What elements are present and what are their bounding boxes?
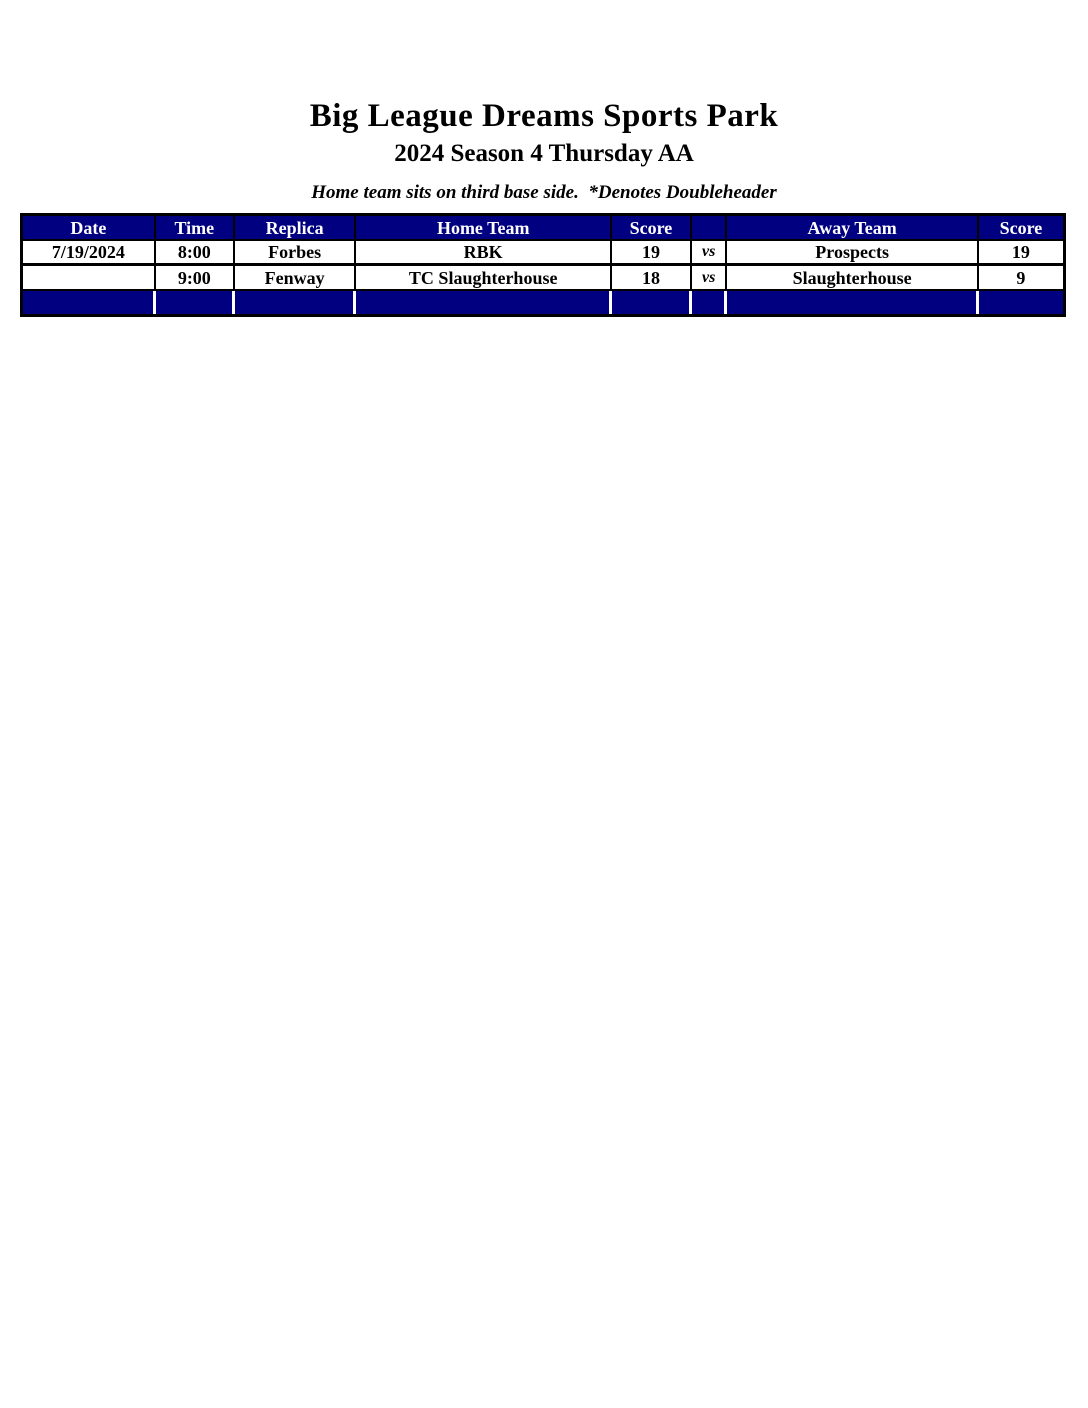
cell-home-team: TC Slaughterhouse [356,266,611,291]
cell-time: 8:00 [156,241,235,266]
table-row [23,266,1063,291]
empty-cell [612,291,692,314]
cell-away-score: 19 [979,241,1063,266]
empty-cell [356,291,611,314]
cell-away-team: Prospects [727,241,978,266]
empty-cell [979,291,1063,314]
cell-vs: vs [692,241,727,266]
empty-cell [156,291,235,314]
col-header-away-team: Away Team [727,216,978,241]
empty-row [23,291,1063,314]
col-header-time: Time [156,216,235,241]
empty-cell [692,291,727,314]
col-header-replica: Replica [235,216,357,241]
cell-date [23,266,156,291]
header-row [23,216,1063,241]
col-header-home-team: Home Team [356,216,611,241]
schedule-note: Home team sits on third base side. *Denotes Doubleheader [311,182,777,203]
cell-replica: Fenway [235,266,357,291]
page-title: Big League Dreams Sports Park [309,98,779,134]
col-header-home-score: Score [612,216,692,241]
empty-cell [235,291,357,314]
table-row [23,241,1063,266]
col-header-away-score: Score [979,216,1063,241]
cell-date: 7/19/2024 [23,241,156,266]
col-header-date: Date [23,216,156,241]
cell-home-score: 18 [612,266,692,291]
cell-vs: vs [692,266,727,291]
empty-cell [727,291,978,314]
empty-cell [23,291,156,314]
col-header-vs [692,216,727,241]
cell-time: 9:00 [156,266,235,291]
page-subtitle: 2024 Season 4 Thursday AA [394,140,694,167]
schedule-table [20,213,1066,317]
cell-home-score: 19 [612,241,692,266]
cell-away-score: 9 [979,266,1063,291]
cell-replica: Forbes [235,241,357,266]
cell-home-team: RBK [356,241,611,266]
cell-away-team: Slaughterhouse [727,266,978,291]
